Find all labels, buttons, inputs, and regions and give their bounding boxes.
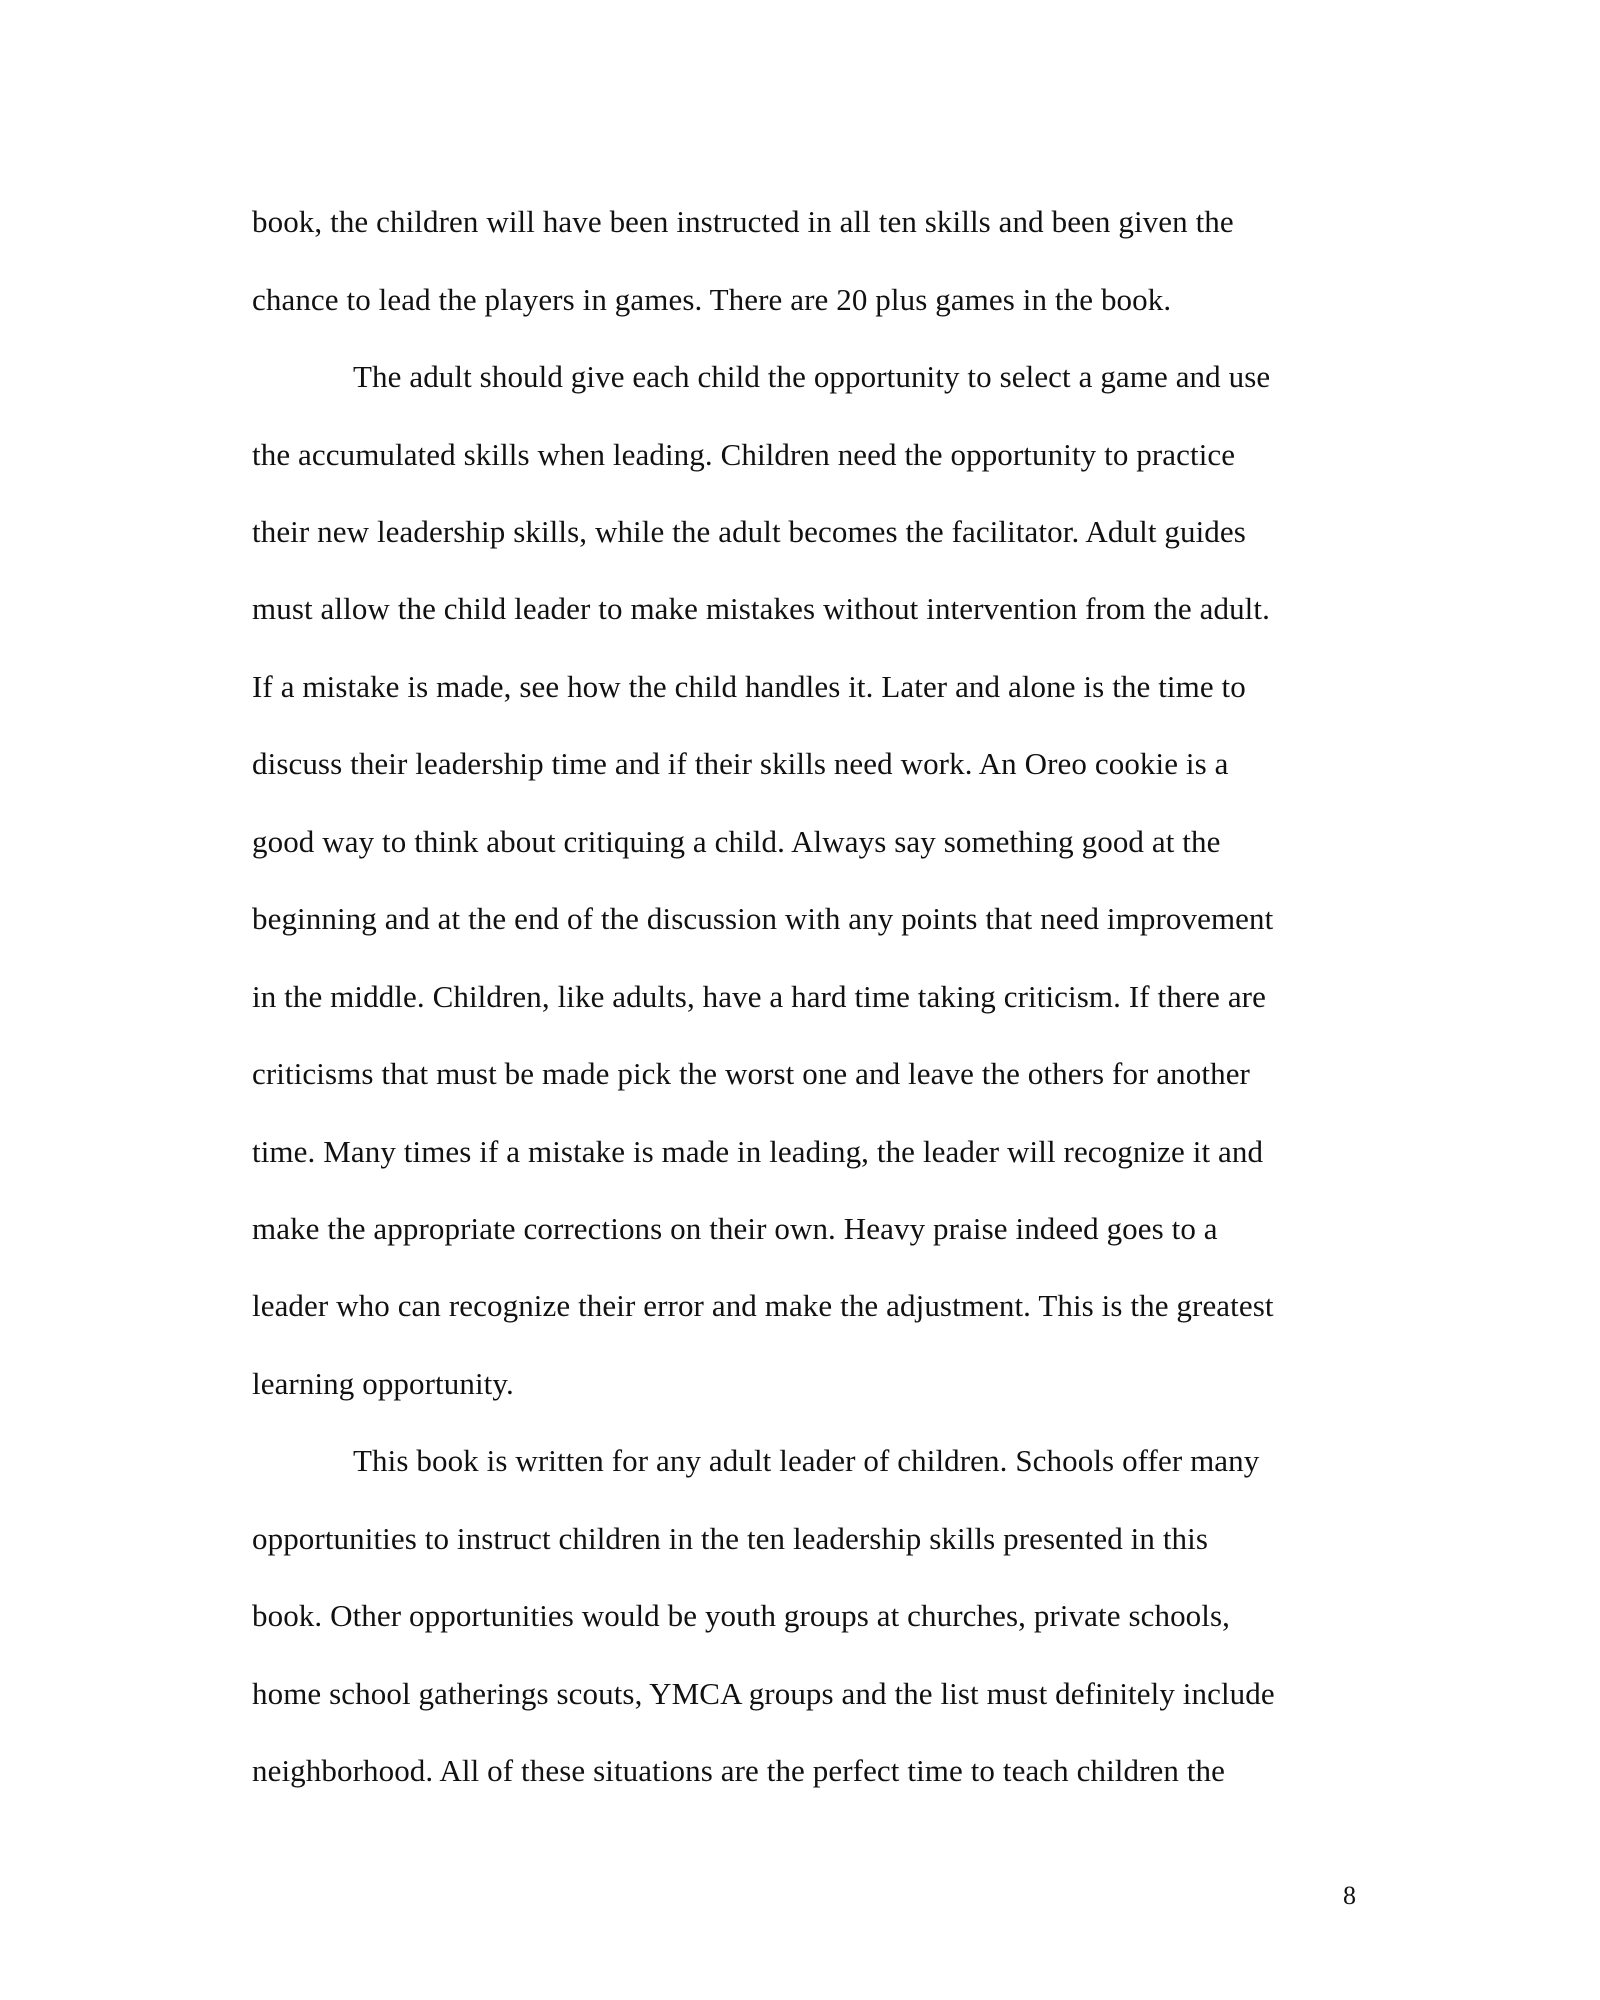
text-line: criticisms that must be made pick the worst one and leave the others for another (252, 1056, 1250, 1091)
text-line: chance to lead the players in games. There are 20 plus games in the book. (252, 282, 1172, 317)
text-line: the accumulated skills when leading. Children need the opportunity to practice (252, 437, 1236, 472)
paragraph-first-line: The adult should give each child the opportunity to select a game and use (353, 359, 1271, 394)
text-line: time. Many times if a mistake is made in leading, the leader will recognize it and (252, 1134, 1264, 1169)
text-line: learning opportunity. (252, 1366, 514, 1401)
text-line: neighborhood. All of these situations are the perfect time to teach children the (252, 1753, 1225, 1788)
text-line: home school gatherings scouts, YMCA groups and the list must definitely include (252, 1676, 1275, 1711)
text-line: discuss their leadership time and if their skills need work. An Oreo cookie is a (252, 746, 1229, 781)
text-line: make the appropriate corrections on their own. Heavy praise indeed goes to a (252, 1211, 1218, 1246)
text-line: beginning and at the end of the discussion with any points that need improvement (252, 901, 1274, 936)
text-line: in the middle. Children, like adults, have a hard time taking criticism. If there are (252, 979, 1266, 1014)
text-line: must allow the child leader to make mistakes without intervention from the adult. (252, 591, 1270, 626)
text-line: good way to think about critiquing a child. Always say something good at the (252, 824, 1221, 859)
text-line: book, the children will have been instructed in all ten skills and been given the (252, 204, 1234, 239)
text-line: their new leadership skills, while the adult becomes the facilitator. Adult guides (252, 514, 1246, 549)
text-line: If a mistake is made, see how the child handles it. Later and alone is the time to (252, 669, 1246, 704)
text-line: opportunities to instruct children in the ten leadership skills presented in this (252, 1521, 1209, 1556)
paragraph-first-line: This book is written for any adult leader of children. Schools offer many (353, 1443, 1260, 1478)
text-line: book. Other opportunities would be youth groups at churches, private schools, (252, 1598, 1230, 1633)
page-number: 8 (1343, 1881, 1356, 1910)
text-line: leader who can recognize their error and make the adjustment. This is the greatest (252, 1288, 1274, 1323)
